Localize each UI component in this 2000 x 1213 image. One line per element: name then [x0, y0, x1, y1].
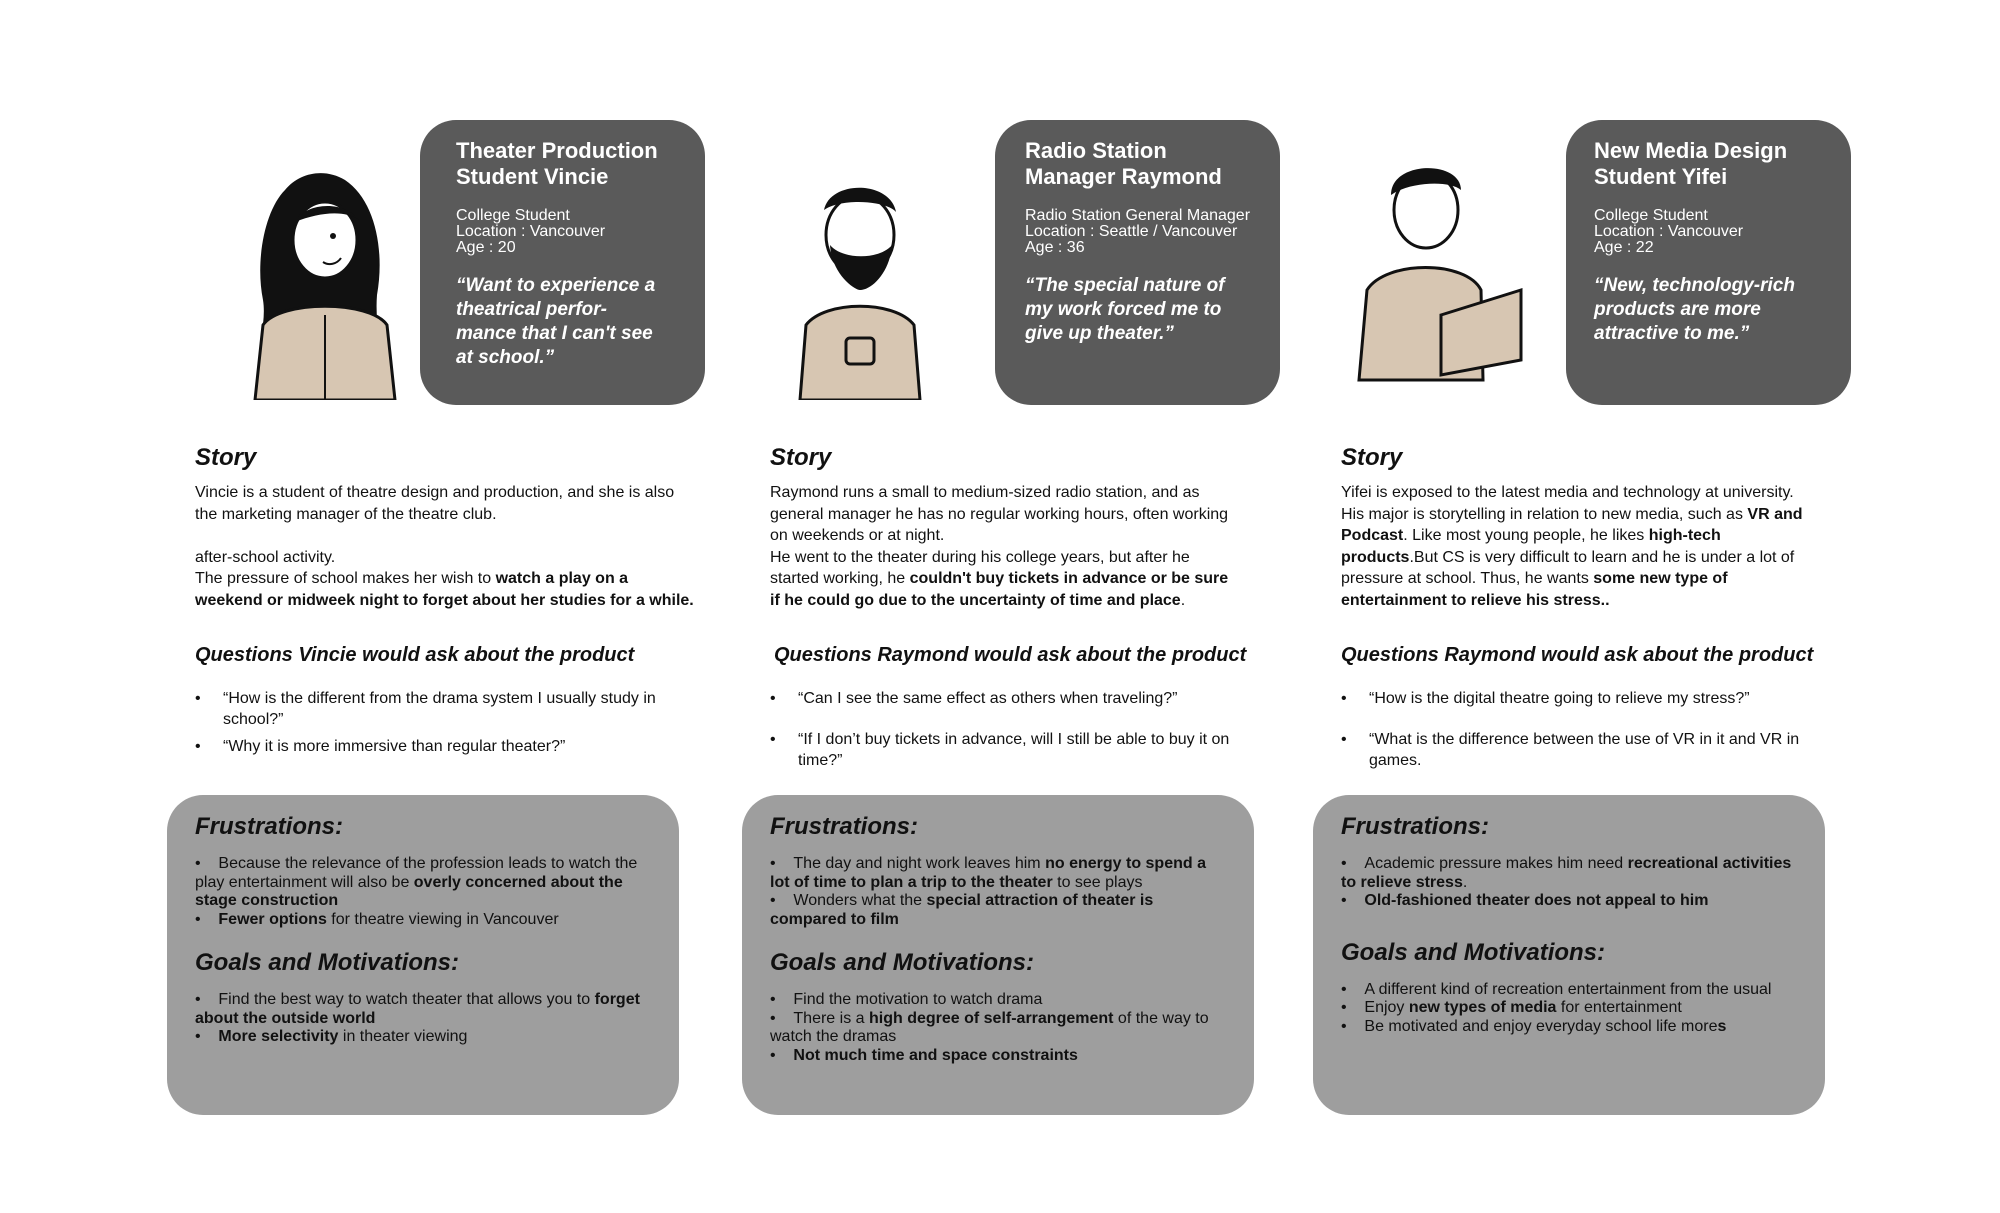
- frustration-item: • Old-fashioned theater does not appeal to him: [1341, 892, 1797, 911]
- profile-card: [1566, 120, 1851, 405]
- persona-name: New Media Design Student Yifei: [1594, 138, 1788, 189]
- frustration-item: • The day and night work leaves him no energy to spend a lot of time to plan a trip to the theater to see plays: [770, 855, 1226, 892]
- persona-meta: College Student Location : Vancouver Age : 20: [456, 207, 606, 256]
- story-line: Raymond runs a small to medium-sized radio station, and as general manager he has no regular working hours, often working on weekends or at night.: [770, 484, 1229, 544]
- persona-name: Radio Station Manager Raymond: [1025, 138, 1222, 189]
- persona-quote: “The special nature of my work forced me to give up theater.”: [1025, 275, 1225, 344]
- question-item: • “How is the different from the drama system I usually study in school?”: [195, 688, 695, 730]
- persona-quote: “New, technology-rich products are more attractive to me.”: [1594, 275, 1795, 344]
- questions-list: [1341, 688, 1841, 777]
- profile-card: [995, 120, 1280, 405]
- frustrations-list: [770, 855, 1226, 929]
- story-text: [195, 482, 695, 611]
- frustration-item: • Academic pressure makes him need recreational activities to relieve stress.: [1341, 855, 1797, 892]
- goal-item: • Find the motivation to watch drama: [770, 991, 1226, 1010]
- questions-list: [195, 688, 695, 763]
- frustration-item: • Wonders what the special attraction of theater is compared to film: [770, 892, 1226, 929]
- goals-list: [1341, 981, 1797, 1037]
- goals-list: [195, 991, 651, 1047]
- questions-heading: Questions Raymond would ask about the product: [774, 644, 1247, 666]
- goals-heading: Goals and Motivations:: [195, 949, 460, 976]
- persona-yifei: [1341, 0, 1981, 1213]
- questions-heading: Questions Raymond would ask about the product: [1341, 644, 1814, 666]
- frustrations-heading: Frustrations:: [195, 813, 344, 840]
- goal-item: • Be motivated and enjoy everyday school life mores: [1341, 1018, 1797, 1037]
- frustrations-goals-card: [742, 795, 1254, 1115]
- frustrations-heading: Frustrations:: [1341, 813, 1490, 840]
- persona-meta: Radio Station General Manager Location : Seattle / Vancouver Age : 36: [1025, 207, 1251, 256]
- story-text: [1341, 482, 1821, 611]
- story-line: after-school activity.: [195, 548, 336, 566]
- story-heading: Story: [1341, 444, 1403, 471]
- story-line: Yifei is exposed to the latest media and technology at university. His major is storytelling in relation to new media, such as VR and Podcast. Like most young people, he likes high-tech products.But CS is very difficult to learn and he is under a lot of pressure at school. Thus, he wants some new type of entertainment to relieve his stress..: [1341, 484, 1803, 609]
- story-heading: Story: [770, 444, 832, 471]
- question-item: • “What is the difference between the use of VR in it and VR in games.: [1341, 729, 1841, 771]
- avatar-bearded-man-illustration: [760, 150, 960, 400]
- frustrations-heading: Frustrations:: [770, 813, 919, 840]
- goals-heading: Goals and Motivations:: [1341, 938, 1606, 966]
- frustration-item: • Fewer options for theatre viewing in Vancouver: [195, 911, 651, 930]
- persona-vincie: [195, 0, 835, 1213]
- story-heading: Story: [195, 444, 257, 471]
- goal-item: • A different kind of recreation entertainment from the usual: [1341, 981, 1797, 1000]
- question-item: • “If I don’t buy tickets in advance, will I still be able to buy it on time?”: [770, 729, 1270, 771]
- questions-heading: Questions Vincie would ask about the product: [195, 644, 635, 666]
- frustrations-goals-card: [1313, 795, 1825, 1115]
- story-line: The pressure of school makes her wish to watch a play on a weekend or midweek night to forget about her studies for a while.: [195, 570, 694, 609]
- story-text: [770, 482, 1240, 611]
- goal-item: • More selectivity in theater viewing: [195, 1028, 651, 1047]
- question-item: • “Why it is more immersive than regular theater?”: [195, 736, 695, 757]
- avatar-woman-illustration: [225, 150, 425, 400]
- question-item: • “Can I see the same effect as others when traveling?”: [770, 688, 1270, 709]
- goal-item: • Enjoy new types of media for entertainment: [1341, 999, 1797, 1018]
- goal-item: • There is a high degree of self-arrangement of the way to watch the dramas: [770, 1010, 1226, 1047]
- frustrations-list: [1341, 855, 1797, 911]
- story-line: He went to the theater during his college years, but after he started working, he couldn't buy tickets in advance or be sure if he could go due to the uncertainty of time and place.: [770, 548, 1229, 609]
- question-item: • “How is the digital theatre going to relieve my stress?”: [1341, 688, 1841, 709]
- goals-heading: Goals and Motivations:: [770, 949, 1035, 976]
- frustrations-list: [195, 855, 651, 929]
- avatar-man-with-laptop-illustration: [1331, 140, 1531, 390]
- profile-card: [420, 120, 705, 405]
- persona-name: Theater Production Student Vincie: [456, 138, 658, 189]
- persona-quote: “Want to experience a theatrical perfor- mance that I can't see at school.”: [456, 275, 656, 368]
- story-line: Vincie is a student of theatre design and production, and she is also the marketing manager of the theatre club.: [195, 484, 675, 523]
- goals-list: [770, 991, 1226, 1065]
- goal-item: • Find the best way to watch theater that allows you to forget about the outside world: [195, 991, 651, 1028]
- goal-item: • Not much time and space constraints: [770, 1047, 1226, 1066]
- persona-meta: College Student Location : Vancouver Age : 22: [1594, 207, 1744, 256]
- frustration-item: • Because the relevance of the profession leads to watch the play entertainment will also be overly concerned about the stage construction: [195, 855, 651, 911]
- questions-list: [770, 688, 1270, 777]
- story-line: [195, 525, 695, 547]
- frustrations-goals-card: [167, 795, 679, 1115]
